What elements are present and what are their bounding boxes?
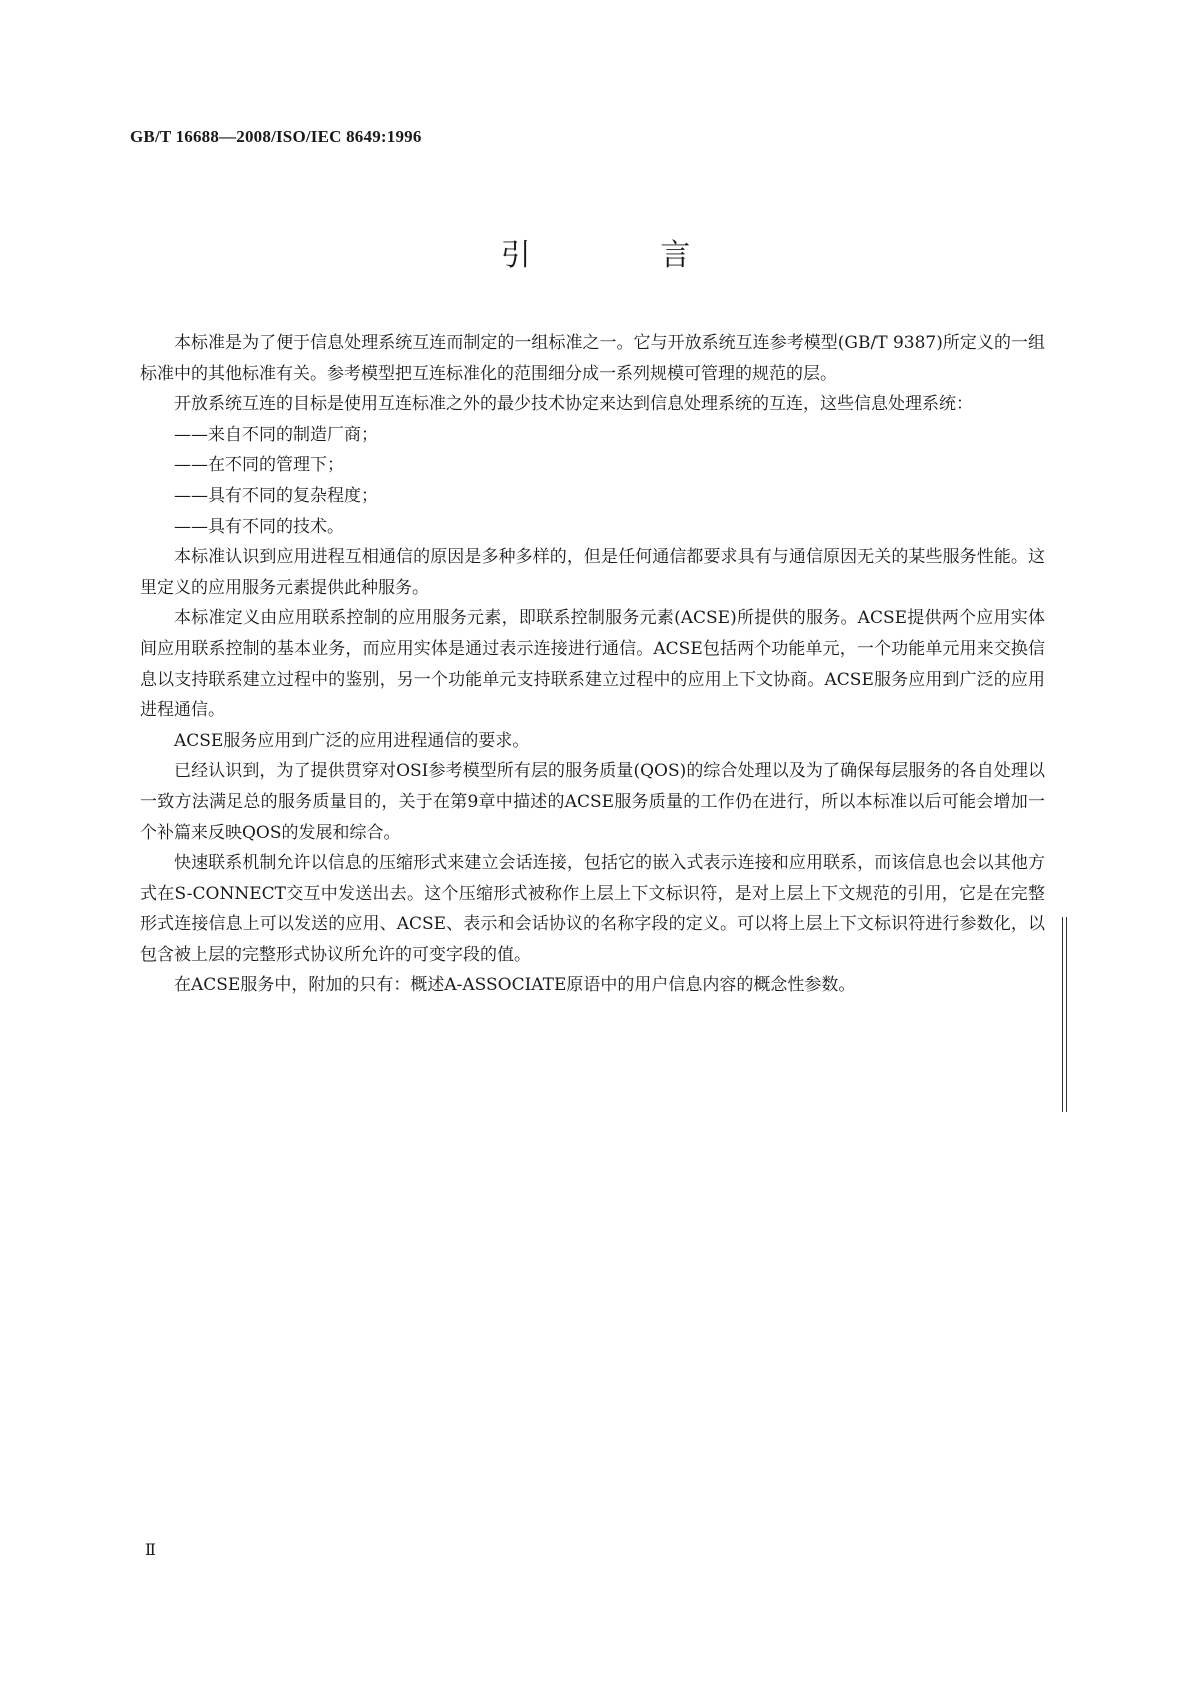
list-item-technology: ——具有不同的技术。 (174, 516, 344, 537)
page-number: Ⅱ (145, 1542, 156, 1559)
paragraph-osi-goal: 开放系统互连的目标是使用互连标准之外的最少技术协定来达到信息处理系统的互连，这些信息处理系统： (174, 394, 973, 415)
introduction-body (140, 328, 1045, 1001)
paragraph-acse-requirements: ACSE服务应用到广泛的应用进程通信的要求。 (174, 730, 530, 751)
section-title: 引 言 (500, 238, 751, 273)
paragraph-fast-associate: 快速联系机制允许以信息的压缩形式来建立会话连接，包括它的嵌入式表示连接和应用联系，而该信息也会以其他方式在S-CONNECT交互中发送出去。这个压缩形式被称作上层上下文标识符，是对上层上下文规范的引用，它是在完整形式连接信息上可以发送的应用、ACSE、表示和会话协议的名称字段的定义。可以将上层上下文标识符进行参数化，以包含被上层的完整形式协议所允许的可变字段的值。 (140, 853, 1045, 965)
list-item-administration: ——在不同的管理下； (174, 455, 344, 476)
list-item-complexity: ——具有不同的复杂程度； (174, 485, 378, 506)
paragraph-user-information: 在ACSE服务中，附加的只有：概述A-ASSOCIATE原语中的用户信息内容的概念性参数。 (174, 975, 856, 996)
paragraph-acse-definition: 本标准定义由应用联系控制的应用服务元素，即联系控制服务元素(ACSE)所提供的服务。ACSE提供两个应用实体间应用联系控制的基本业务，而应用实体是通过表示连接进行通信。ACSE包括两个功能单元，一个功能单元用来交换信息以支持联系建立过程中的鉴别，另一个功能单元支持联系建立过程中的应用上下文协商。ACSE服务应用到广泛的应用进程通信。 (140, 608, 1045, 721)
paragraph-service-elements: 本标准认识到应用进程互相通信的原因是多种多样的，但是任何通信都要求具有与通信原因无关的某些服务性能。这里定义的应用服务元素提供此种服务。 (140, 547, 1045, 598)
standard-code-header: GB/T 16688—2008/ISO/IEC 8649:1996 (130, 127, 422, 146)
paragraph-purpose: 本标准是为了便于信息处理系统互连而制定的一组标准之一。它与开放系统互连参考模型(GB/T 9387)所定义的一组标准中的其他标准有关。参考模型把互连标准化的范围细分成一系列规模可管理的规范的层。 (140, 333, 1045, 384)
list-item-manufacturers: ——来自不同的制造厂商； (174, 424, 378, 445)
paragraph-qos: 已经认识到，为了提供贯穿对OSI参考模型所有层的服务质量(QOS)的综合处理以及为了确保每层服务的各自处理以一致方法满足总的服务质量目的，关于在第9章中描述的ACSE服务质量的工作仍在进行，所以本标准以后可能会增加一个补篇来反映QOS的发展和综合。 (140, 761, 1045, 843)
revision-change-bar (1062, 917, 1067, 1112)
